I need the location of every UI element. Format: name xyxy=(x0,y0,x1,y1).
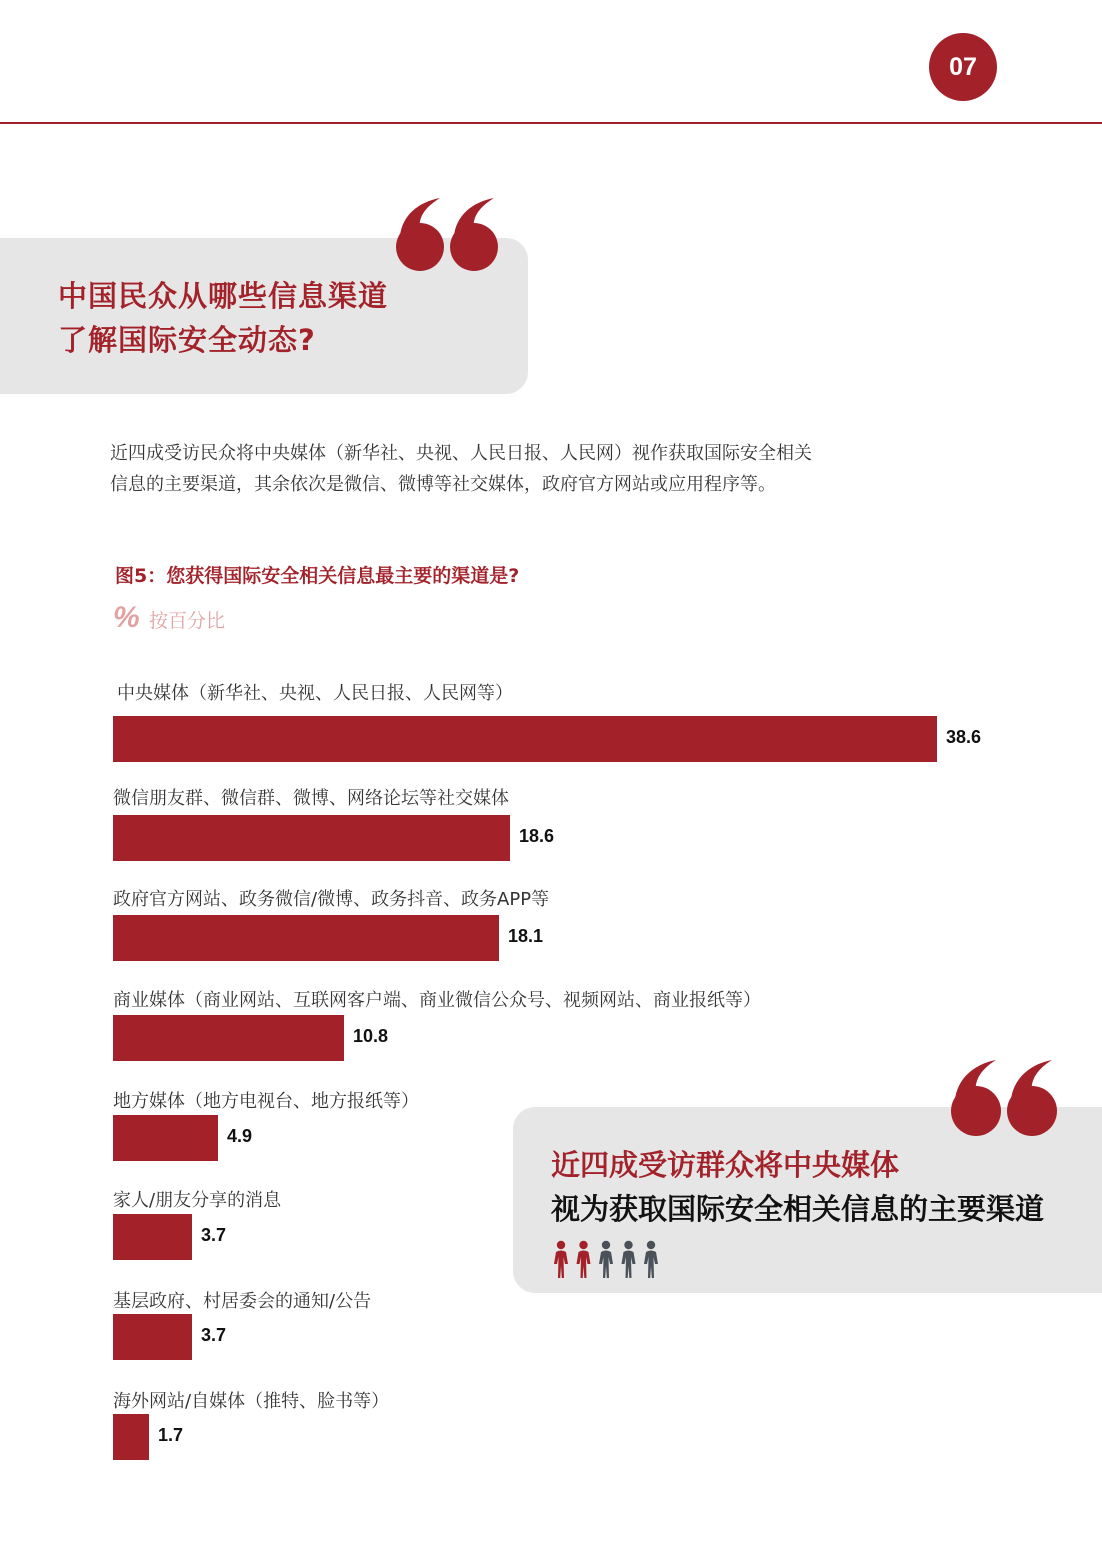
figure-title: 图5：您获得国际安全相关信息最主要的渠道是? xyxy=(115,565,520,587)
unit-label: 按百分比 xyxy=(149,610,226,632)
bar-value-label: 3.7 xyxy=(201,1225,227,1245)
category-label: 政府官方网站、政务微信/微博、政务抖音、政务APP等 xyxy=(113,889,550,910)
category-label: 商业媒体（商业网站、互联网客户端、商业微信公众号、视频网站、商业报纸等） xyxy=(113,990,761,1011)
page-title xyxy=(58,274,388,362)
bar-value-label: 18.1 xyxy=(508,926,544,946)
category-label: 地方媒体（地方电视台、地方报纸等） xyxy=(113,1091,419,1112)
bar xyxy=(113,1015,344,1061)
bar xyxy=(113,1314,192,1360)
quote-mark-icon xyxy=(948,1058,1060,1138)
header-rule xyxy=(0,122,1102,124)
bar xyxy=(113,716,937,762)
bar xyxy=(113,915,499,961)
person-icon xyxy=(644,1241,658,1278)
person-icon xyxy=(622,1241,636,1278)
bar xyxy=(113,1115,218,1161)
person-icon xyxy=(554,1241,568,1278)
callout-line-1: 近四成受访群众将中央媒体 xyxy=(551,1148,900,1182)
bar-value-label: 1.7 xyxy=(158,1425,184,1445)
bar-value-label: 18.6 xyxy=(519,826,555,846)
intro-paragraph xyxy=(110,438,970,500)
person-icon xyxy=(577,1241,591,1278)
category-label: 基层政府、村居委会的通知/公告 xyxy=(113,1291,372,1312)
category-label: 微信朋友群、微信群、微博、网络论坛等社交媒体 xyxy=(113,788,509,809)
category-label: 家人/朋友分享的消息 xyxy=(113,1190,282,1211)
page-number-badge xyxy=(929,33,997,101)
category-label: 中央媒体（新华社、央视、人民日报、人民网等） xyxy=(117,683,513,704)
people-icons xyxy=(551,1240,663,1280)
page-number: 07 xyxy=(949,52,977,81)
bar-value-label: 38.6 xyxy=(946,727,982,747)
bar xyxy=(113,815,510,861)
intro-line-2: 信息的主要渠道，其余依次是微信、微博等社交媒体，政府官方网站或应用程序等。 xyxy=(110,474,776,495)
percent-icon: % xyxy=(113,601,140,634)
bar xyxy=(113,1414,149,1460)
intro-line-1: 近四成受访民众将中央媒体（新华社、央视、人民日报、人民网）视作获取国际安全相关 xyxy=(110,443,812,464)
category-label: 海外网站/自媒体（推特、脸书等） xyxy=(113,1391,390,1412)
bar xyxy=(113,1214,192,1260)
title-line-2: 了解国际安全动态? xyxy=(58,323,316,357)
title-line-1: 中国民众从哪些信息渠道 xyxy=(58,279,389,313)
callout-line-2: 视为获取国际安全相关信息的主要渠道 xyxy=(551,1192,1045,1226)
person-icon xyxy=(599,1241,613,1278)
bar-value-label: 4.9 xyxy=(227,1126,253,1146)
bar-value-label: 3.7 xyxy=(201,1325,227,1345)
quote-mark-icon xyxy=(394,196,502,274)
bar-value-label: 10.8 xyxy=(353,1026,389,1046)
